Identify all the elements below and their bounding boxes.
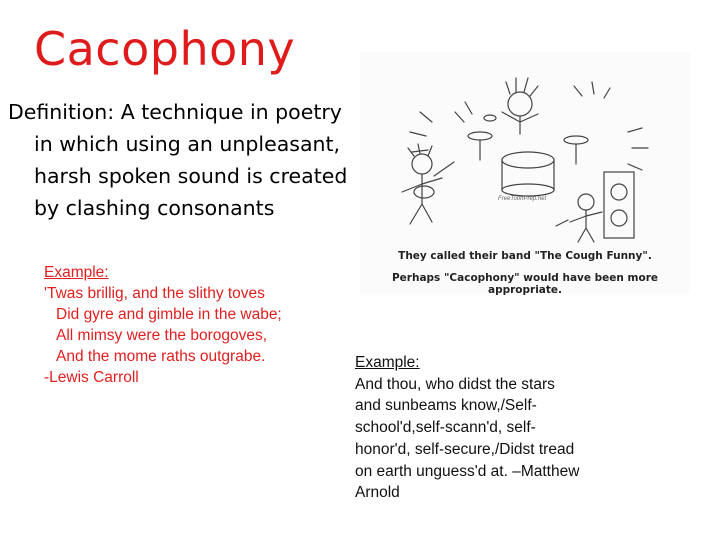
arnold-example — [355, 352, 655, 504]
definition-line: harsh spoken sound is created — [34, 164, 348, 188]
carroll-example — [44, 262, 344, 388]
poem-line: on earth unguess'd at. –Matthew — [355, 462, 580, 480]
poem-author: -Lewis Carroll — [44, 369, 139, 386]
cartoon-illustration — [360, 52, 690, 294]
poem-line: And the mome raths outgrabe. — [56, 348, 266, 365]
definition-line: Definition: A technique in poetry — [8, 100, 342, 124]
cartoon-credit: FreeToonPrep.net — [498, 196, 547, 202]
example-label: Example: — [355, 354, 420, 371]
poem-line: 'Twas brillig, and the slithy toves — [44, 285, 265, 302]
poem-line: All mimsy were the borogoves, — [56, 327, 268, 344]
poem-line: honor'd, self-secure,/Didst tread — [355, 440, 575, 458]
definition-line: in which using an unpleasant, — [34, 132, 341, 156]
poem-line: and sunbeams know,/Self- — [355, 397, 537, 415]
poem-line: Arnold — [355, 484, 400, 502]
poem-line: Did gyre and gimble in the wabe; — [56, 306, 282, 323]
slide-title: Cacophony — [34, 22, 296, 76]
poem-line: And thou, who didst the stars — [355, 375, 555, 393]
example-label: Example: — [44, 264, 109, 281]
cartoon-caption-line2: Perhaps "Cacophony" would have been more appropriate. — [391, 272, 658, 296]
definition-text — [8, 96, 358, 224]
definition-line: by clashing consonants — [34, 196, 275, 220]
poem-line: school'd,self-scann'd, self- — [355, 419, 536, 437]
cartoon-caption-line1: They called their band "The Cough Funny". — [398, 250, 652, 262]
